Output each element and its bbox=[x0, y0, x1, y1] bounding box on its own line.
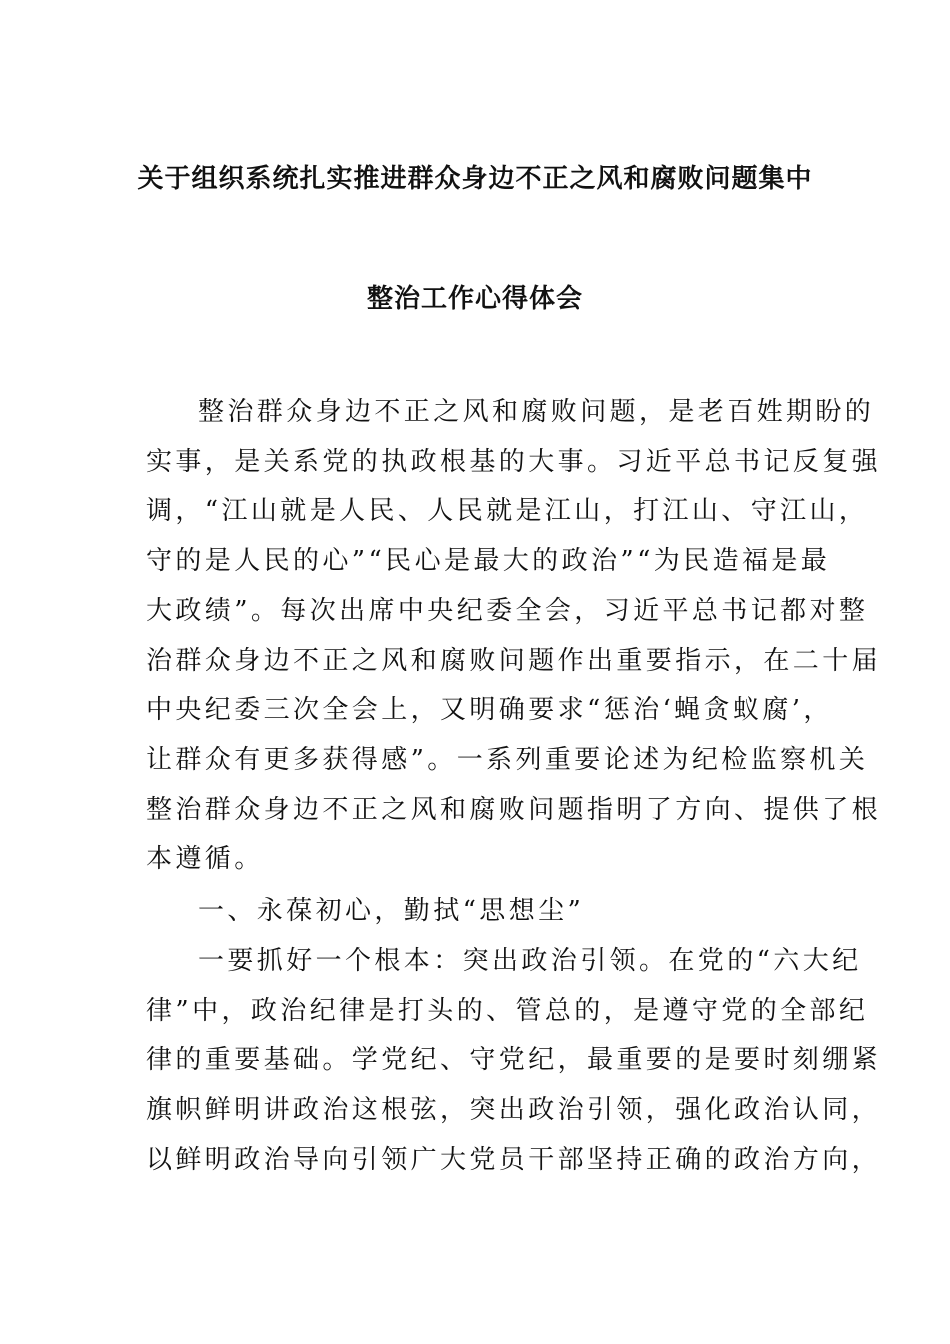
paragraph-1-line: 实事，是关系党的执政根基的大事。习近平总书记反复强 bbox=[146, 446, 882, 477]
paragraph-1-line: 治群众身边不正之风和腐败问题作出重要指示，在二十届 bbox=[146, 645, 882, 676]
paragraph-1-line: 整治群众身边不正之风和腐败问题，是老百姓期盼的 bbox=[198, 397, 875, 427]
paragraph-2-line: 律”中，政治纪律是打头的、管总的，是遵守党的全部纪 bbox=[146, 995, 869, 1026]
paragraph-1-line: 整治群众身边不正之风和腐败问题指明了方向、提供了根 bbox=[146, 794, 882, 825]
paragraph-1-line: 守的是人民的心”“民心是最大的政治”“为民造福是最 bbox=[146, 546, 831, 577]
paragraph-1-line: 调，“江山就是人民、人民就是江山，打江山、守江山， bbox=[146, 496, 869, 527]
paragraph-2-line: 一要抓好一个根本：突出政治引领。在党的“六大纪 bbox=[198, 946, 862, 976]
paragraph-2-line: 律的重要基础。学党纪、守党纪，最重要的是要时刻绷紧 bbox=[146, 1045, 882, 1076]
paragraph-1-line: 大政绩”。每次出席中央纪委全会，习近平总书记都对整 bbox=[146, 595, 869, 626]
section-heading-text: 一、永葆初心，勤拭“思想尘” bbox=[198, 896, 585, 926]
paragraph-1-line: 让群众有更多获得感”。一系列重要论述为纪检监察机关 bbox=[146, 744, 869, 775]
paragraph-1-line: 本遵循。 bbox=[146, 844, 264, 875]
paragraph-2-line: 以鲜明政治导向引领广大党员干部坚持正确的政治方向， bbox=[146, 1144, 882, 1175]
paragraph-1 bbox=[146, 388, 882, 885]
section-heading bbox=[198, 887, 808, 937]
document-title-line-2: 整治工作心得体会 bbox=[366, 284, 583, 314]
paragraph-2-line: 旗帜鲜明讲政治这根弦，突出政治引领，强化政治认同， bbox=[146, 1095, 882, 1126]
document-title-line-1: 关于组织系统扎实推进群众身边不正之风和腐败问题集中 bbox=[137, 164, 813, 194]
paragraph-1-line: 中央纪委三次全会上，又明确要求“惩治‘蝇贪蚁腐’， bbox=[146, 695, 833, 726]
paragraph-2 bbox=[146, 937, 882, 1186]
